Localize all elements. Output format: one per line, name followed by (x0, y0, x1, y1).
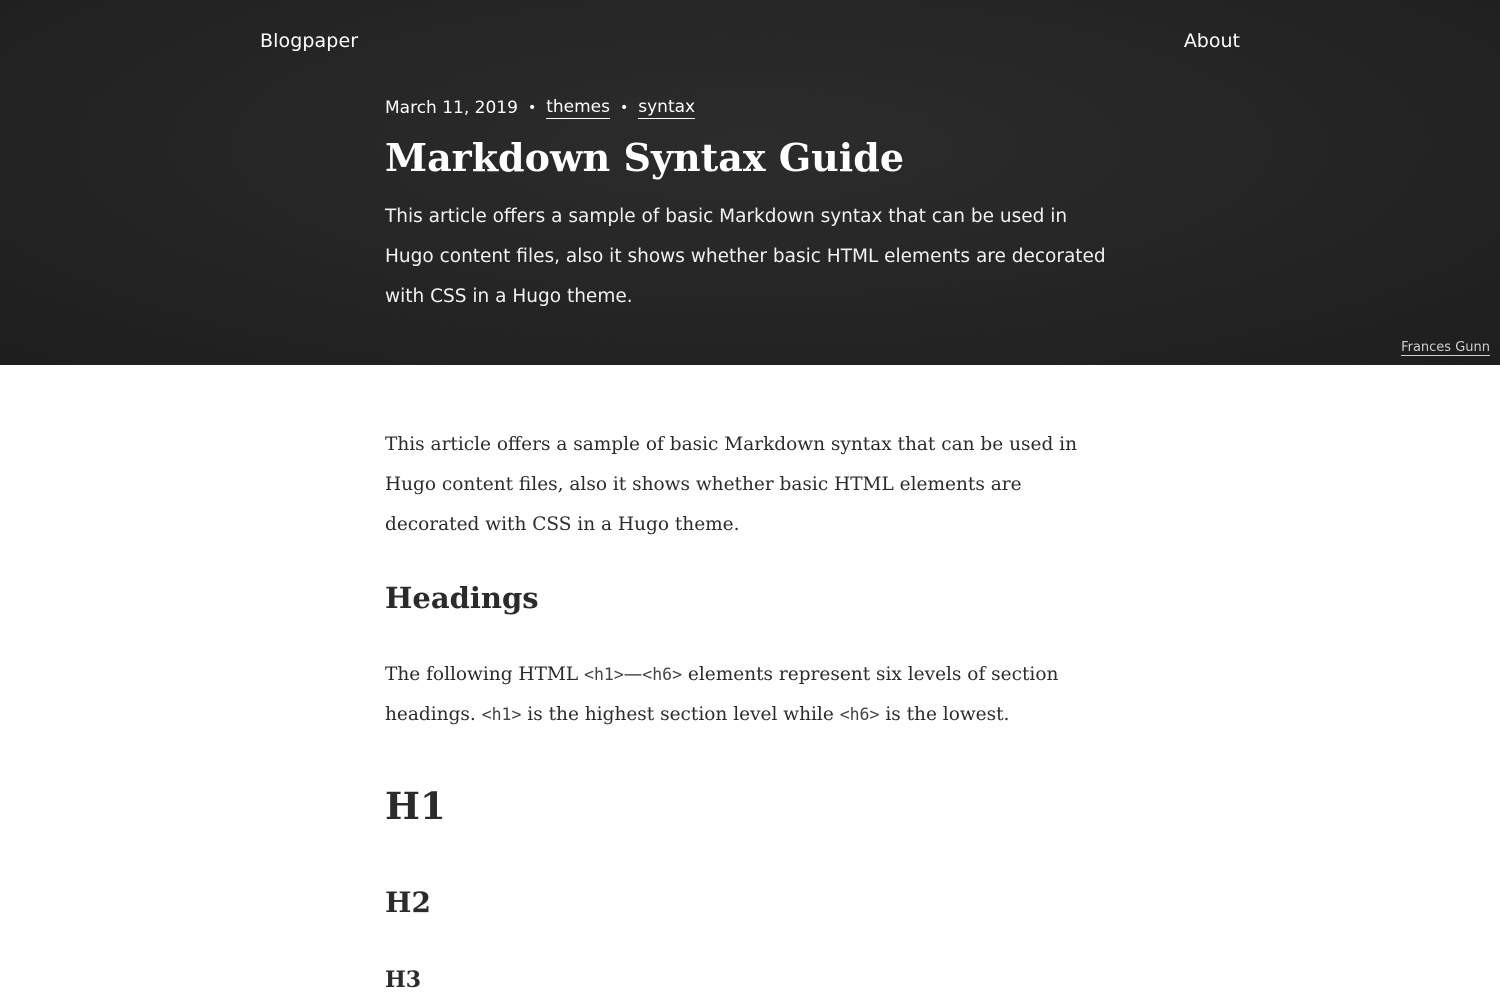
nav-about-link[interactable]: About (1183, 30, 1240, 52)
post-date: March 11, 2019 (385, 98, 518, 118)
section-heading-headings: Headings (385, 581, 539, 615)
post-meta (385, 97, 695, 119)
intro-paragraph: This article offers a sample of basic Markdown syntax that can be used in Hugo content files, also it shows whether basic HTML elements are decorated with CSS in a Hugo theme. (385, 434, 1078, 535)
demo-heading-h1: H1 (385, 784, 446, 828)
demo-heading-h3: H3 (385, 967, 422, 993)
text-span: is the lowest. (879, 704, 1010, 725)
post-title: Markdown Syntax Guide (385, 135, 904, 180)
text-span: The following HTML (385, 664, 585, 685)
tag-link-syntax[interactable]: syntax (638, 97, 696, 117)
text-span: is the highest section level while (521, 704, 840, 725)
tag-link-themes[interactable]: themes (546, 97, 610, 117)
text-span: elements represent six levels of section headings. (385, 664, 1059, 725)
inline-code: <h1> (481, 705, 522, 724)
text-span: — (623, 664, 643, 685)
inline-code: <h6> (839, 705, 880, 724)
meta-separator: • (619, 100, 629, 116)
post-hero (0, 0, 1500, 365)
post-summary: This article offers a sample of basic Markdown syntax that can be used in Hugo content files, also it shows whether basic HTML elements are decorated with CSS in a Hugo theme. (385, 206, 1106, 307)
site-title-link[interactable]: Blogpaper (260, 30, 359, 52)
inline-code: <h6> (642, 665, 683, 684)
demo-heading-h2: H2 (385, 886, 431, 919)
headings-description (385, 655, 1115, 735)
photo-credit-link[interactable]: Frances Gunn (1401, 340, 1490, 355)
meta-separator: • (527, 100, 537, 116)
inline-code: <h1> (584, 665, 624, 684)
